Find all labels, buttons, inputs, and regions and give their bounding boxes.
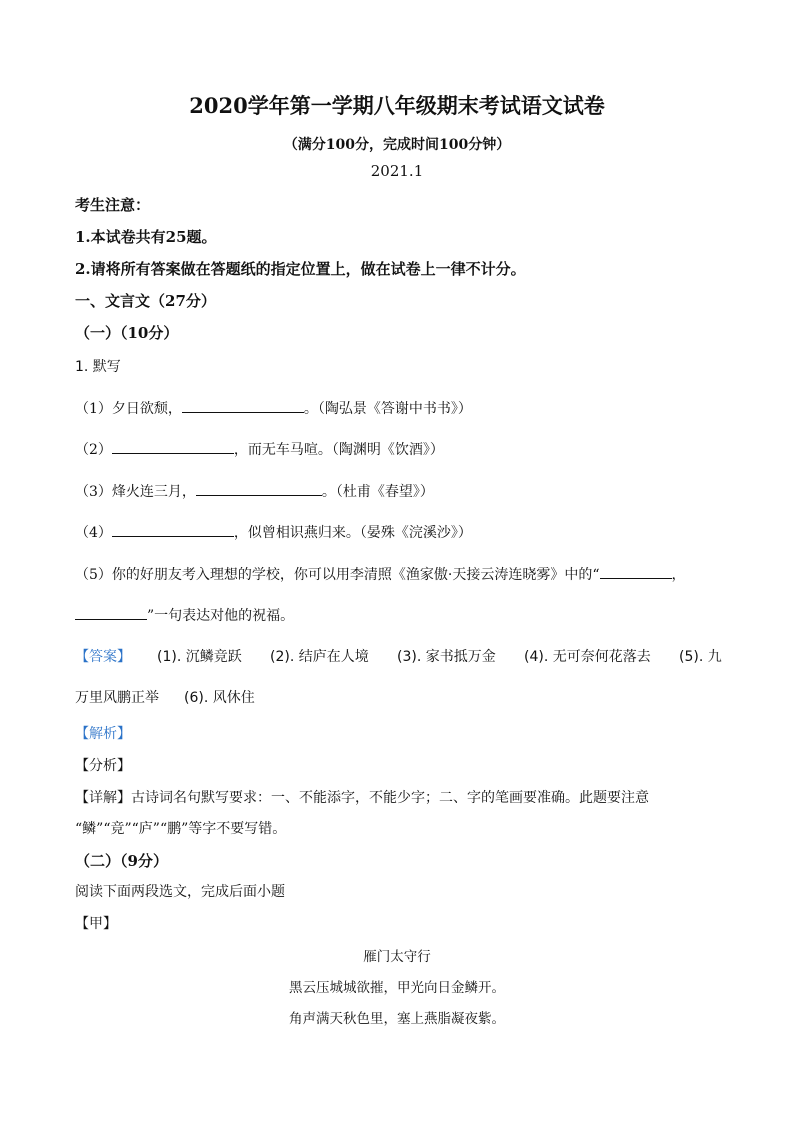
part1-heading: （一）（10分） — [75, 324, 179, 342]
item-3-source: 。（杜甫《春望》） — [321, 484, 434, 500]
answer-4: (4). 无可奈何花落去 — [524, 649, 651, 665]
section1-heading: 一、文言文（27分） — [75, 292, 216, 310]
notice-item-2: 2.请将所有答案做在答题纸的指定位置上，做在试卷上一律不计分。 — [75, 260, 526, 278]
poem-title: 雁门太守行 — [363, 949, 431, 965]
item-5-comma: ， — [671, 567, 686, 583]
dictation-item-5-line2 — [75, 604, 294, 625]
question-1: 1. 默写 — [75, 359, 121, 375]
answer-6: (6). 风休住 — [184, 690, 255, 706]
detail-text-1: 古诗词名句默写要求：一、不能添字，不能少字；二、字的笔画要准确。此题要注意 — [131, 790, 649, 806]
answer-tag: 【答案】 — [75, 649, 131, 665]
notice-item-1: 1.本试卷共有25题。 — [75, 228, 217, 246]
item-1-source: 。（陶弘景《答谢中书书》） — [303, 401, 472, 417]
answer-blank-3[interactable] — [196, 480, 322, 496]
dictation-item-3 — [75, 480, 434, 501]
poem-line-1: 黑云压城城欲摧，甲光向日金鳞开。 — [289, 980, 505, 996]
answer-5-start: (5). 九 — [679, 649, 722, 665]
dictation-item-1 — [75, 397, 472, 418]
dictation-item-5-line1 — [75, 563, 686, 584]
detail-line-2: “鳞”“竞”“庐”“鹏”等字不要写错。 — [75, 821, 287, 837]
answer-line-2 — [75, 687, 255, 707]
answer-5-end: 万里风鹏正举 — [75, 690, 159, 706]
item-5-suffix: ”一句表达对他的祝福。 — [147, 608, 295, 624]
part2-heading: （二）（9分） — [75, 852, 168, 870]
answer-blank-4[interactable] — [112, 521, 234, 537]
answer-3: (3). 家书抵万金 — [397, 649, 496, 665]
fenxi-tag: 【分析】 — [75, 758, 131, 774]
answer-1: (1). 沉鳞竞跃 — [157, 649, 242, 665]
jia-label: 【甲】 — [75, 916, 117, 932]
answer-blank-5[interactable] — [600, 563, 672, 579]
item-2-source: ，而无车马喧。（陶渊明《饮酒》） — [233, 442, 444, 458]
analysis-tag: 【解析】 — [75, 726, 131, 742]
item-4-prompt: （4） — [75, 525, 112, 541]
detail-line-1 — [75, 787, 649, 807]
dictation-item-4 — [75, 521, 472, 542]
notice-heading: 考生注意： — [75, 196, 151, 214]
exam-subtitle: （满分100分，完成时间100分钟） — [283, 137, 511, 153]
detail-tag: 【详解】 — [75, 790, 131, 806]
answer-blank-6[interactable] — [75, 604, 147, 620]
answer-blank-2[interactable] — [112, 438, 234, 454]
item-3-prompt: （3）烽火连三月， — [75, 484, 196, 500]
answer-line-1 — [75, 646, 722, 666]
answer-2: (2). 结庐在人境 — [270, 649, 369, 665]
exam-date: 2021.1 — [370, 162, 424, 180]
exam-title: 2020学年第一学期八年级期末考试语文试卷 — [189, 93, 605, 118]
poem-line-2: 角声满天秋色里，塞上燕脂凝夜紫。 — [289, 1011, 505, 1027]
item-5-prompt: （5）你的好朋友考入理想的学校，你可以用李清照《渔家傲·天接云涛连晓雾》中的“ — [75, 567, 600, 583]
item-2-prompt: （2） — [75, 442, 112, 458]
part2-instruction: 阅读下面两段选文，完成后面小题 — [75, 884, 285, 900]
answer-blank-1[interactable] — [182, 397, 304, 413]
dictation-item-2 — [75, 438, 444, 459]
item-1-prompt: （1）夕日欲颓， — [75, 401, 182, 417]
item-4-source: ，似曾相识燕归来。（晏殊《浣溪沙》） — [233, 525, 472, 541]
